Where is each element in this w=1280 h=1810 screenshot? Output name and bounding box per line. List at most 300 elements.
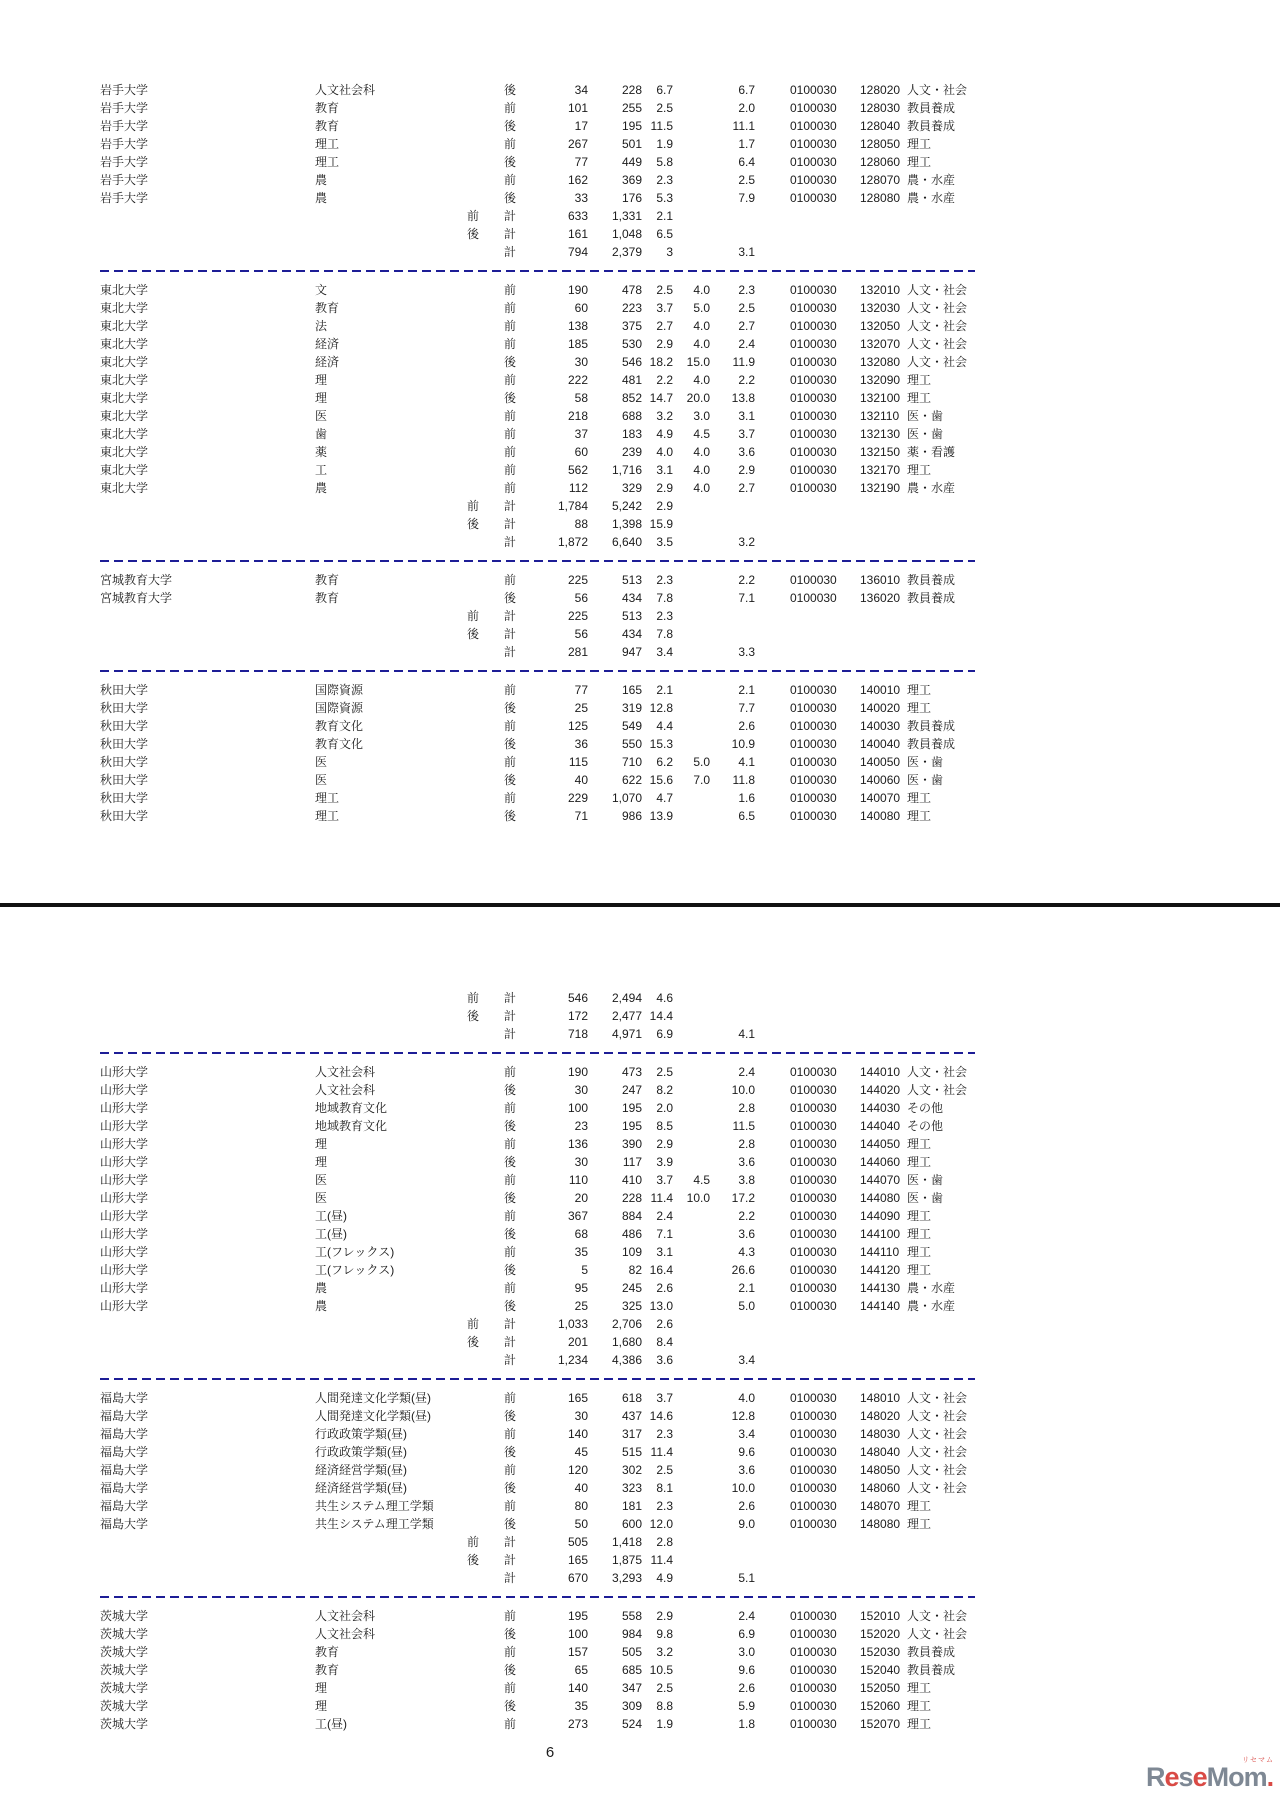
dept-code-cell: 128040 (860, 119, 901, 133)
dept-code-cell: 132010 (860, 283, 901, 297)
prev-ratio-cell: 9.6 (738, 1445, 755, 1459)
applicant-count-cell: 1,070 (611, 791, 642, 805)
term-cell: 後 (503, 737, 516, 751)
applicant-count-cell: 347 (621, 1681, 642, 1695)
prev-ratio-cell: 2.7 (738, 319, 755, 333)
target-ratio-cell (677, 1063, 710, 1081)
recruit-count-cell: 58 (574, 391, 588, 405)
recruit-count-cell: 95 (574, 1281, 588, 1295)
table-row (0, 753, 1280, 771)
department-cell: 経済 (315, 355, 340, 369)
term-cell: 前 (503, 1427, 516, 1441)
target-ratio-cell (677, 1607, 710, 1625)
total-mark-cell: 計 (503, 1353, 516, 1367)
category-cell: 薬・看護 (907, 445, 956, 459)
department-cell: 国際資源 (315, 683, 364, 697)
ratio-cell: 11.4 (650, 1445, 673, 1459)
recruit-count-cell: 162 (567, 173, 588, 187)
ratio-cell: 10.5 (649, 1663, 673, 1677)
prev-ratio-cell: 5.0 (738, 1299, 755, 1313)
university-cell: 秋田大学 (100, 719, 149, 733)
ratio-cell: 3.1 (656, 1245, 673, 1259)
prev-ratio-cell: 11.5 (732, 1119, 755, 1133)
subtotal-term-cell: 後 (466, 1335, 479, 1349)
resemom-logo (1146, 1757, 1276, 1806)
target-ratio-cell (677, 1261, 710, 1279)
category-cell: 農・水産 (907, 1281, 956, 1295)
term-cell: 後 (503, 701, 516, 715)
table-section-page1 (0, 81, 1280, 825)
department-cell: 農 (315, 173, 328, 187)
exam-code-cell: 0100030 (790, 1281, 837, 1295)
recruit-count-cell: 222 (567, 373, 588, 387)
subtotal-term-cell: 前 (466, 499, 479, 513)
exam-code-cell: 0100030 (790, 1445, 837, 1459)
recruit-count-cell: 110 (568, 1173, 588, 1187)
dept-code-cell: 144020 (860, 1083, 901, 1097)
table-row (0, 771, 1280, 789)
university-cell: 東北大学 (100, 373, 149, 387)
department-cell: 理 (315, 373, 328, 387)
term-cell: 後 (503, 1119, 516, 1133)
department-cell: 工(昼) (315, 1209, 347, 1223)
university-cell: 福島大学 (100, 1463, 149, 1477)
ratio-cell: 3 (666, 245, 673, 259)
applicant-count-cell: 239 (621, 445, 642, 459)
section-divider (0, 661, 1280, 681)
dept-code-cell: 144070 (860, 1173, 901, 1187)
applicant-count-cell: 323 (621, 1481, 642, 1495)
department-cell: 法 (315, 319, 328, 333)
prev-ratio-cell: 6.4 (738, 155, 755, 169)
applicant-count-cell: 513 (621, 573, 642, 587)
table-section-page2 (0, 989, 1280, 1733)
target-ratio-cell (677, 1099, 710, 1117)
target-ratio-cell (677, 81, 710, 99)
recruit-count-cell: 267 (567, 137, 588, 151)
dept-code-cell: 136020 (860, 591, 901, 605)
category-cell: 理工 (907, 1137, 932, 1151)
table-row (0, 153, 1280, 171)
subtotal-row (0, 1333, 1280, 1351)
recruit-count-cell: 25 (574, 1299, 588, 1313)
ratio-cell: 2.4 (656, 1209, 673, 1223)
recruit-count-cell: 281 (567, 645, 588, 659)
subtotal-term-cell: 後 (466, 517, 479, 531)
target-ratio-cell: 4.0 (693, 481, 710, 495)
recruit-count-cell: 40 (574, 1481, 588, 1495)
department-cell: 国際資源 (315, 701, 364, 715)
table-row (0, 1243, 1280, 1261)
applicant-count-cell: 513 (621, 609, 642, 623)
category-cell: 理工 (907, 1699, 932, 1713)
term-cell: 後 (503, 83, 516, 97)
dept-code-cell: 148020 (860, 1409, 901, 1423)
category-cell: 人文・社会 (907, 337, 968, 351)
ratio-cell: 8.4 (656, 1335, 673, 1349)
table-row (0, 1207, 1280, 1225)
category-cell: 理工 (907, 1517, 932, 1531)
exam-code-cell: 0100030 (790, 773, 837, 787)
dept-code-cell: 128060 (860, 155, 901, 169)
university-cell: 茨城大学 (100, 1681, 149, 1695)
category-cell: 教員養成 (907, 573, 956, 587)
applicant-count-cell: 2,706 (611, 1317, 642, 1331)
dept-code-cell: 148030 (860, 1427, 901, 1441)
applicant-count-cell: 986 (621, 809, 642, 823)
table-row (0, 81, 1280, 99)
table-row (0, 117, 1280, 135)
applicant-count-cell: 6,640 (611, 535, 642, 549)
ratio-cell: 3.9 (656, 1155, 673, 1169)
recruit-count-cell: 56 (574, 591, 588, 605)
dept-code-cell: 140080 (860, 809, 901, 823)
recruit-count-cell: 546 (567, 991, 588, 1005)
university-cell: 山形大学 (100, 1209, 149, 1223)
target-ratio-cell: 10.0 (686, 1191, 710, 1205)
category-cell: 理工 (907, 791, 932, 805)
ratio-cell: 2.9 (656, 481, 673, 495)
recruit-count-cell: 100 (567, 1627, 588, 1641)
table-row (0, 1279, 1280, 1297)
term-cell: 後 (503, 1409, 516, 1423)
table-row (0, 1135, 1280, 1153)
recruit-count-cell: 5 (581, 1263, 588, 1277)
recruit-count-cell: 40 (574, 773, 588, 787)
table-row (0, 789, 1280, 807)
category-cell: 教員養成 (907, 101, 956, 115)
dept-code-cell: 132050 (860, 319, 901, 333)
table-row (0, 1297, 1280, 1315)
department-cell: 人文社会科 (315, 1083, 376, 1097)
applicant-count-cell: 109 (621, 1245, 642, 1259)
recruit-count-cell: 1,033 (557, 1317, 588, 1331)
ratio-cell: 2.1 (656, 209, 673, 223)
department-cell: 経済 (315, 337, 340, 351)
ratio-cell: 4.7 (656, 791, 673, 805)
recruit-count-cell: 88 (574, 517, 588, 531)
prev-ratio-cell: 2.8 (738, 1137, 755, 1151)
applicant-count-cell: 481 (621, 373, 642, 387)
prev-ratio-cell: 3.1 (738, 245, 755, 259)
department-cell: 文 (315, 283, 328, 297)
dept-code-cell: 144010 (860, 1065, 901, 1079)
department-cell: 教育文化 (315, 737, 364, 751)
exam-code-cell: 0100030 (790, 1227, 837, 1241)
term-cell: 前 (503, 427, 516, 441)
term-cell: 前 (503, 1281, 516, 1295)
table-row (0, 1661, 1280, 1679)
recruit-count-cell: 77 (574, 683, 588, 697)
term-cell: 後 (503, 591, 516, 605)
term-cell: 前 (503, 573, 516, 587)
section-divider (0, 1043, 1280, 1063)
recruit-count-cell: 165 (567, 1391, 588, 1405)
university-cell: 福島大学 (100, 1517, 149, 1531)
recruit-count-cell: 30 (574, 355, 588, 369)
exam-code-cell: 0100030 (790, 1517, 837, 1531)
exam-code-cell: 0100030 (790, 1499, 837, 1513)
university-cell: 山形大学 (100, 1263, 149, 1277)
university-cell: 秋田大学 (100, 791, 149, 805)
category-cell: 理工 (907, 809, 932, 823)
applicant-count-cell: 486 (621, 1227, 642, 1241)
exam-code-cell: 0100030 (790, 1137, 837, 1151)
university-cell: 福島大学 (100, 1499, 149, 1513)
department-cell: 経済経営学類(昼) (315, 1463, 407, 1477)
prev-ratio-cell: 11.1 (732, 119, 755, 133)
total-mark-cell: 計 (503, 1009, 516, 1023)
ratio-cell: 2.2 (656, 373, 673, 387)
subtotal-row (0, 515, 1280, 533)
recruit-count-cell: 125 (567, 719, 588, 733)
exam-code-cell: 0100030 (790, 573, 837, 587)
total-mark-cell: 計 (503, 245, 516, 259)
recruit-count-cell: 56 (574, 627, 588, 641)
exam-code-cell: 0100030 (790, 1263, 837, 1277)
target-ratio-cell (677, 1135, 710, 1153)
category-cell: 理工 (907, 391, 932, 405)
term-cell: 前 (503, 101, 516, 115)
logo-letter: e (1192, 1762, 1207, 1792)
applicant-count-cell: 515 (621, 1445, 642, 1459)
department-cell: 理 (315, 1681, 328, 1695)
prev-ratio-cell: 2.5 (738, 173, 755, 187)
term-cell: 前 (503, 683, 516, 697)
recruit-count-cell: 77 (574, 155, 588, 169)
total-mark-cell: 計 (503, 1571, 516, 1585)
table-row (0, 1697, 1280, 1715)
ratio-cell: 1.9 (656, 1717, 673, 1731)
ratio-cell: 12.0 (649, 1517, 673, 1531)
ratio-cell: 4.6 (656, 991, 673, 1005)
ratio-cell: 2.3 (656, 1499, 673, 1513)
target-ratio-cell (677, 1153, 710, 1171)
department-cell: 薬 (315, 445, 328, 459)
university-cell: 東北大学 (100, 391, 149, 405)
table-row (0, 571, 1280, 589)
logo-letter: Mom (1206, 1762, 1267, 1792)
exam-code-cell: 0100030 (790, 1409, 837, 1423)
exam-code-cell: 0100030 (790, 1245, 837, 1259)
ratio-cell: 15.9 (649, 517, 673, 531)
applicant-count-cell: 228 (621, 1191, 642, 1205)
university-cell: 秋田大学 (100, 701, 149, 715)
total-row (0, 1569, 1280, 1587)
recruit-count-cell: 50 (574, 1517, 588, 1531)
subtotal-row (0, 607, 1280, 625)
ratio-cell: 2.9 (656, 1609, 673, 1623)
applicant-count-cell: 223 (621, 301, 642, 315)
target-ratio-cell: 3.0 (693, 409, 710, 423)
target-ratio-cell (677, 717, 710, 735)
category-cell: 人文・社会 (907, 355, 968, 369)
recruit-count-cell: 30 (574, 1083, 588, 1097)
ratio-cell: 13.0 (649, 1299, 673, 1313)
dept-code-cell: 140050 (860, 755, 901, 769)
recruit-count-cell: 23 (574, 1119, 588, 1133)
applicant-count-cell: 3,293 (611, 1571, 642, 1585)
dept-code-cell: 148050 (860, 1463, 901, 1477)
department-cell: 教育 (315, 101, 340, 115)
subtotal-row (0, 989, 1280, 1007)
recruit-count-cell: 1,234 (557, 1353, 588, 1367)
department-cell: 人文社会科 (315, 1627, 376, 1641)
applicant-count-cell: 984 (621, 1627, 642, 1641)
table-row (0, 461, 1280, 479)
target-ratio-cell (677, 589, 710, 607)
prev-ratio-cell: 2.3 (738, 283, 755, 297)
department-cell: 教育 (315, 301, 340, 315)
department-cell: 行政政策学類(昼) (315, 1445, 407, 1459)
category-cell: 理工 (907, 373, 932, 387)
prev-ratio-cell: 2.0 (738, 101, 755, 115)
recruit-count-cell: 138 (567, 319, 588, 333)
ratio-cell: 2.0 (656, 1101, 673, 1115)
term-cell: 後 (503, 1699, 516, 1713)
dept-code-cell: 144130 (860, 1281, 901, 1295)
department-cell: 教育 (315, 119, 340, 133)
subtotal-term-cell: 前 (466, 1535, 479, 1549)
department-cell: 教育文化 (315, 719, 364, 733)
total-row (0, 1025, 1280, 1043)
target-ratio-cell: 4.0 (693, 283, 710, 297)
university-cell: 茨城大学 (100, 1699, 149, 1713)
dept-code-cell: 152060 (860, 1699, 901, 1713)
target-ratio-cell (677, 735, 710, 753)
total-mark-cell: 計 (503, 1317, 516, 1331)
category-cell: 理工 (907, 137, 932, 151)
total-mark-cell: 計 (503, 627, 516, 641)
category-cell: 人文・社会 (907, 1481, 968, 1495)
table-row (0, 807, 1280, 825)
prev-ratio-cell: 4.0 (738, 1391, 755, 1405)
exam-code-cell: 0100030 (790, 463, 837, 477)
recruit-count-cell: 36 (574, 737, 588, 751)
recruit-count-cell: 35 (574, 1699, 588, 1713)
recruit-count-cell: 20 (574, 1191, 588, 1205)
applicant-count-cell: 434 (621, 591, 642, 605)
ratio-cell: 2.5 (656, 1065, 673, 1079)
dept-code-cell: 128020 (860, 83, 901, 97)
applicant-count-cell: 1,680 (611, 1335, 642, 1349)
table-row (0, 1099, 1280, 1117)
department-cell: 工 (315, 463, 328, 477)
recruit-count-cell: 794 (567, 245, 588, 259)
section-divider (0, 1587, 1280, 1607)
category-cell: 人文・社会 (907, 1409, 968, 1423)
university-cell: 福島大学 (100, 1445, 149, 1459)
table-row (0, 99, 1280, 117)
exam-code-cell: 0100030 (790, 409, 837, 423)
target-ratio-cell: 4.0 (693, 373, 710, 387)
table-row (0, 699, 1280, 717)
prev-ratio-cell: 2.6 (738, 1499, 755, 1513)
subtotal-term-cell: 後 (466, 1009, 479, 1023)
applicant-count-cell: 1,716 (611, 463, 642, 477)
department-cell: 人文社会科 (315, 1609, 376, 1623)
ratio-cell: 1.9 (656, 137, 673, 151)
university-cell: 岩手大学 (100, 83, 149, 97)
university-cell: 秋田大学 (100, 737, 149, 751)
ratio-cell: 16.4 (649, 1263, 673, 1277)
ratio-cell: 13.9 (649, 809, 673, 823)
category-cell: 人文・社会 (907, 1083, 968, 1097)
dept-code-cell: 144120 (860, 1263, 901, 1277)
table-row (0, 171, 1280, 189)
dept-code-cell: 128050 (860, 137, 901, 151)
dept-code-cell: 152070 (860, 1717, 901, 1731)
category-cell: 理工 (907, 1245, 932, 1259)
category-cell: 人文・社会 (907, 1463, 968, 1477)
prev-ratio-cell: 2.2 (738, 1209, 755, 1223)
total-mark-cell: 計 (503, 991, 516, 1005)
category-cell: 理工 (907, 155, 932, 169)
recruit-count-cell: 65 (574, 1663, 588, 1677)
university-cell: 東北大学 (100, 409, 149, 423)
exam-code-cell: 0100030 (790, 427, 837, 441)
dept-code-cell: 152050 (860, 1681, 901, 1695)
exam-code-cell: 0100030 (790, 373, 837, 387)
category-cell: 医・歯 (907, 427, 944, 441)
target-ratio-cell (677, 1225, 710, 1243)
prev-ratio-cell: 3.6 (738, 1463, 755, 1477)
ratio-cell: 2.9 (656, 499, 673, 513)
department-cell: 理 (315, 1155, 328, 1169)
university-cell: 東北大学 (100, 355, 149, 369)
prev-ratio-cell: 2.4 (738, 1609, 755, 1623)
prev-ratio-cell: 3.8 (738, 1173, 755, 1187)
table-row (0, 1389, 1280, 1407)
ratio-cell: 4.9 (656, 1571, 673, 1585)
exam-code-cell: 0100030 (790, 155, 837, 169)
category-cell: 理工 (907, 1717, 932, 1731)
exam-code-cell: 0100030 (790, 1481, 837, 1495)
recruit-count-cell: 218 (567, 409, 588, 423)
university-cell: 秋田大学 (100, 809, 149, 823)
target-ratio-cell: 4.5 (693, 427, 710, 441)
term-cell: 後 (503, 1155, 516, 1169)
target-ratio-cell (677, 789, 710, 807)
table-row (0, 317, 1280, 335)
university-cell: 山形大学 (100, 1083, 149, 1097)
recruit-count-cell: 190 (567, 283, 588, 297)
department-cell: 共生システム理工学類 (315, 1517, 434, 1531)
ratio-cell: 3.6 (656, 1353, 673, 1367)
department-cell: 医 (315, 409, 328, 423)
exam-code-cell: 0100030 (790, 737, 837, 751)
recruit-count-cell: 190 (567, 1065, 588, 1079)
term-cell: 後 (503, 773, 516, 787)
table-row (0, 335, 1280, 353)
university-cell: 山形大学 (100, 1101, 149, 1115)
university-cell: 岩手大学 (100, 173, 149, 187)
term-cell: 後 (503, 1299, 516, 1313)
dept-code-cell: 132110 (860, 409, 900, 423)
university-cell: 東北大学 (100, 481, 149, 495)
target-ratio-cell (677, 571, 710, 589)
university-cell: 山形大学 (100, 1281, 149, 1295)
table-row (0, 189, 1280, 207)
table-row (0, 1461, 1280, 1479)
table-row (0, 1479, 1280, 1497)
term-cell: 後 (503, 155, 516, 169)
applicant-count-cell: 5,242 (611, 499, 642, 513)
dept-code-cell: 144060 (860, 1155, 901, 1169)
ratio-cell: 11.5 (650, 119, 673, 133)
ratio-cell: 2.5 (656, 1681, 673, 1695)
university-cell: 山形大学 (100, 1137, 149, 1151)
